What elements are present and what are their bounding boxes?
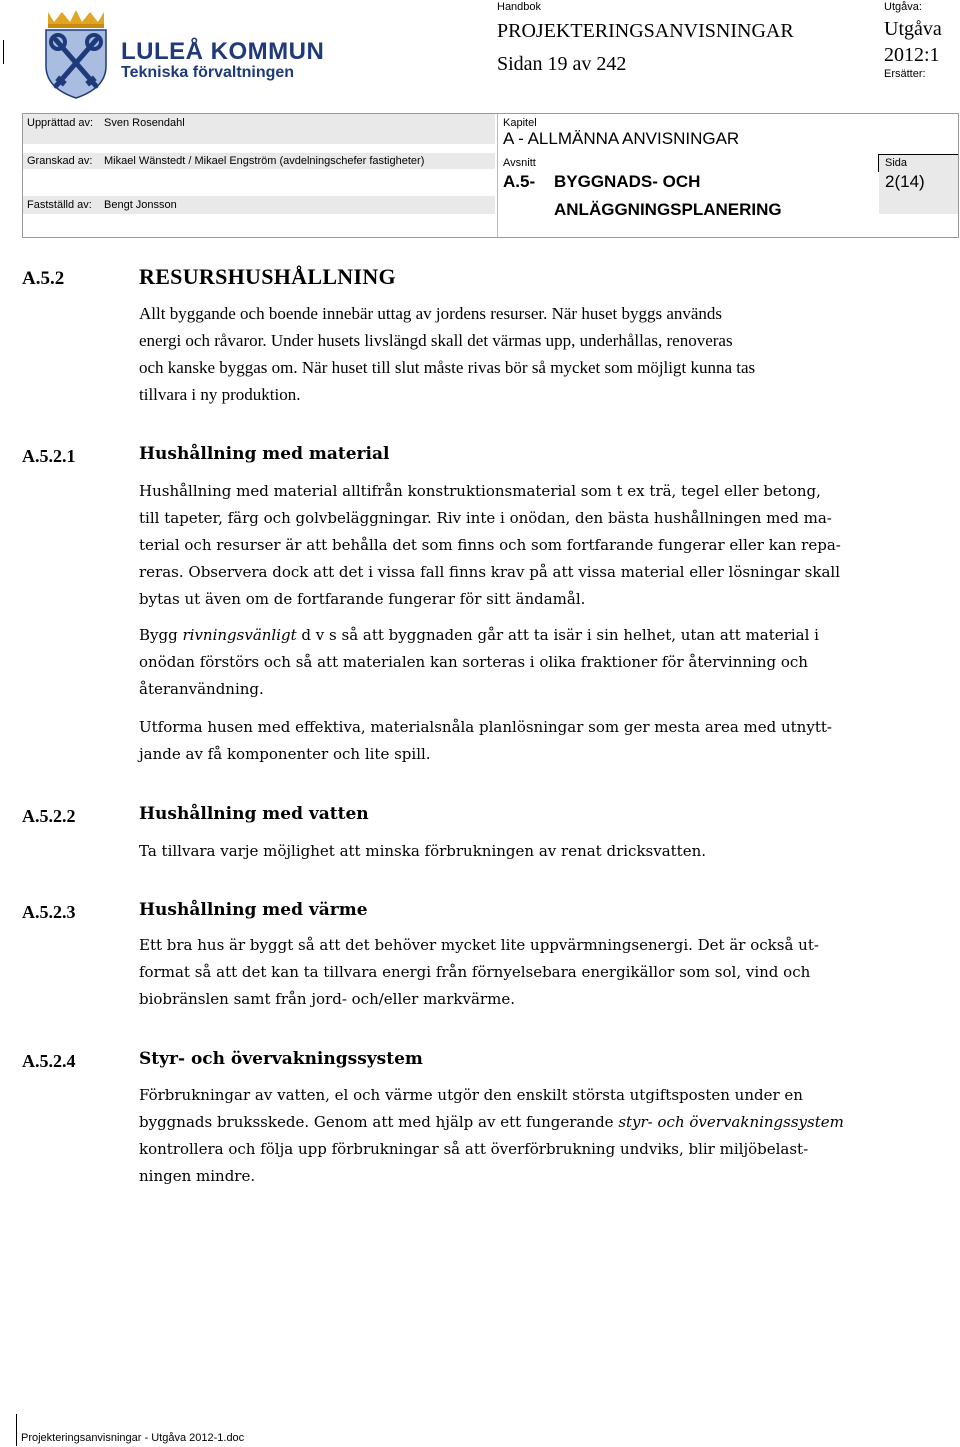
section-label: Avsnitt — [503, 157, 536, 169]
luleå-logo — [40, 8, 112, 100]
text-run: d v s så att byggnaden går att ta isär i sin helhet, utan att material i — [296, 626, 819, 644]
subsection-paragraph — [139, 1082, 951, 1190]
text-line: energi och råvaror. Under husets livslängd skall det värmas upp, underhållas, renoveras — [139, 331, 733, 350]
subsection-paragraph — [139, 932, 951, 1013]
text-line: kontrollera och följa upp förbrukningar så att överförbrukning undviks, blir miljöbelast- — [139, 1140, 809, 1158]
subsection-title: Styr- och övervakningssystem — [139, 1049, 423, 1069]
text-line: biobränslen samt från jord- och/eller markvärme. — [139, 990, 515, 1008]
text-line — [139, 1109, 951, 1136]
text-line: terial och resurser är att behålla det som finns och som fortfarande fungerar eller kan repa- — [139, 536, 841, 554]
approved-label: Fastställd av: — [27, 199, 92, 211]
text-line: Ta tillvara varje möjlighet att minska förbrukningen av renat dricksvatten. — [139, 842, 707, 860]
table-divider-vertical — [497, 114, 498, 237]
subsection-title: Hushållning med vatten — [139, 804, 369, 824]
text-line: onödan förstörs och så att materialen kan sorteras i olika fraktioner för återvinning och — [139, 653, 808, 671]
reviewed-value: Mikael Wänstedt / Mikael Engström (avdelningschefer fastigheter) — [104, 155, 425, 167]
prepared-value: Sven Rosendahl — [104, 117, 185, 129]
edition-label: Utgåva: — [884, 1, 922, 13]
text-line: återanvändning. — [139, 680, 264, 698]
handbook-title: PROJEKTERINGSANVISNINGAR — [497, 20, 794, 42]
section-code: A.5- — [503, 172, 536, 191]
text-line — [139, 622, 951, 649]
page-cell-divider — [878, 154, 879, 172]
chapter-value: A - ALLMÄNNA ANVISNINGAR — [503, 129, 740, 148]
text-line: reras. Observera dock att det i vissa fall finns krav på att vissa material eller lösningar skall — [139, 563, 840, 581]
prepared-label: Upprättad av: — [27, 117, 94, 129]
section-value-1: BYGGNADS- OCH — [554, 172, 701, 191]
page-label: Sida — [885, 157, 908, 169]
section-title: RESURSHUSHÅLLNING — [139, 264, 396, 289]
page-margin-marker — [3, 40, 4, 64]
page-value: 2(14) — [885, 172, 925, 191]
handbook-label: Handbok — [497, 1, 542, 13]
reviewed-label: Granskad av: — [27, 155, 93, 167]
footer-margin-marker — [16, 1414, 17, 1446]
italic-term: rivningsvänligt — [182, 626, 297, 644]
section-value-2: ANLÄGGNINGSPLANERING — [554, 200, 782, 219]
subsection-paragraph — [139, 838, 951, 865]
text-line: och kanske byggas om. När huset till slut måste rivas bör så mycket som möjligt kunna tas — [139, 358, 756, 377]
edition-value-1: Utgåva — [884, 18, 942, 40]
approved-value: Bengt Jonsson — [104, 199, 177, 211]
text-line: Hushållning med material alltifrån konstruktionsmaterial som t ex trä, tegel eller betong, — [139, 482, 821, 500]
subsection-title: Hushållning med material — [139, 444, 390, 464]
text-line: jande av få komponenter och lite spill. — [139, 745, 431, 763]
subsection-paragraph — [139, 622, 951, 703]
text-line: format så att det kan ta tillvara energi från förnyelsebara energikällor som sol, vind och — [139, 963, 811, 981]
text-line: bytas ut även om de fortfarande fungerar för sitt ändamål. — [139, 590, 586, 608]
page-cell-topline — [878, 154, 958, 155]
edition-value-2: 2012:1 — [884, 44, 940, 66]
text-line: ningen mindre. — [139, 1167, 256, 1185]
text-line: Förbrukningar av vatten, el och värme utgör den enskilt största utgiftsposten under en — [139, 1086, 803, 1104]
text-run: byggnads bruksskede. Genom att med hjälp av ett fungerande — [139, 1113, 619, 1131]
prepared-row-bg — [23, 114, 495, 144]
section-paragraph — [139, 300, 951, 408]
text-run: Bygg — [139, 626, 183, 644]
subsection-number: A.5.2.1 — [22, 446, 76, 466]
chapter-label: Kapitel — [503, 117, 537, 129]
footer-filename: Projekteringsanvisningar - Utgåva 2012-1.doc — [21, 1432, 245, 1444]
subsection-number: A.5.2.2 — [22, 806, 76, 826]
text-line: till tapeter, färg och golvbeläggningar. Riv inte i onödan, den bästa hushållningen med ma- — [139, 509, 832, 527]
text-line: Allt byggande och boende innebär uttag av jordens resurser. När huset byggs används — [139, 304, 723, 323]
subsection-paragraph — [139, 714, 951, 768]
section-number: A.5.2 — [22, 268, 65, 289]
text-line: Utforma husen med effektiva, materialsnåla planlösningar som ger mesta area med utnytt- — [139, 718, 832, 736]
subsection-paragraph — [139, 478, 951, 613]
subsection-number: A.5.2.3 — [22, 902, 76, 922]
coat-of-arms-icon — [40, 8, 112, 100]
subsection-number: A.5.2.4 — [22, 1051, 76, 1071]
text-line: tillvara i ny produktion. — [139, 385, 301, 404]
page-info: Sidan 19 av 242 — [497, 53, 627, 75]
text-line: Ett bra hus är byggt så att det behöver mycket lite uppvärmningsenergi. Det är också ut- — [139, 936, 819, 954]
logo-line-2: Tekniska förvaltningen — [121, 64, 295, 81]
subsection-title: Hushållning med värme — [139, 900, 368, 920]
approved-row-bg — [23, 196, 495, 214]
logo-line-1: LULEÅ KOMMUN — [121, 38, 325, 65]
document-info-table — [22, 113, 959, 238]
replaces-label: Ersätter: — [884, 68, 926, 80]
italic-term: styr- och övervakningssystem — [618, 1113, 844, 1131]
